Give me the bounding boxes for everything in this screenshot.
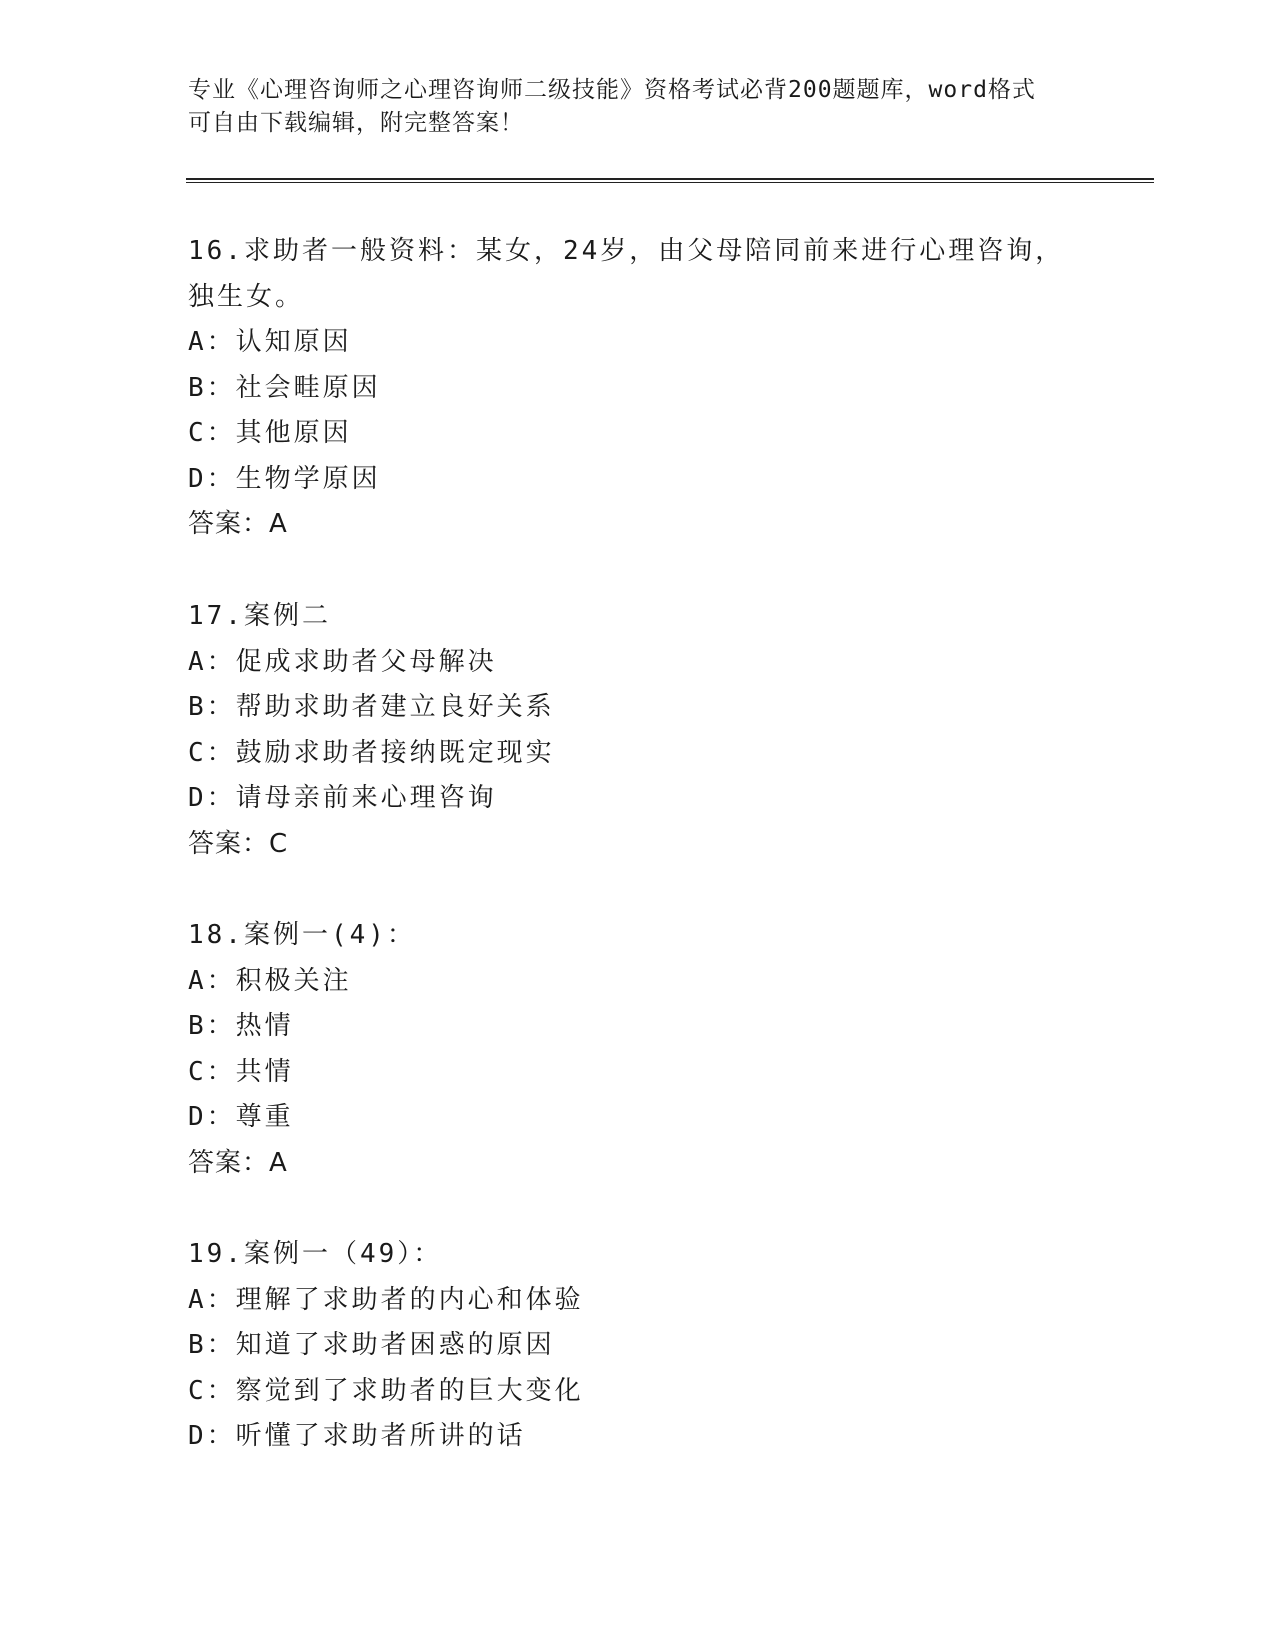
- question-17: [188, 594, 1088, 867]
- answer-label: 答案：A: [188, 509, 288, 539]
- option-a: A：促成求助者父母解决: [188, 646, 497, 677]
- option-a: A：积极关注: [188, 965, 352, 996]
- question-stem: 18.案例一(4)：: [188, 920, 416, 950]
- question-19: [188, 1232, 1088, 1460]
- option-c: C：察觉到了求助者的巨大变化: [188, 1375, 584, 1406]
- question-stem: 16.求助者一般资料：某女，24岁，由父母陪同前来进行心理咨询，独生女。: [188, 236, 1065, 312]
- option-b: B：知道了求助者困惑的原因: [188, 1330, 555, 1360]
- header-line-2: 可自由下载编辑，附完整答案！: [188, 110, 524, 136]
- header-line-1: 专业《心理咨询师之心理咨询师二级技能》资格考试必背200题题库，word格式: [188, 77, 1036, 103]
- option-a: A：认知原因: [188, 327, 352, 357]
- option-b: B：帮助求助者建立良好关系: [188, 692, 555, 722]
- header-divider: [186, 178, 1154, 183]
- option-c: C：鼓励求助者接纳既定现实: [188, 737, 555, 768]
- option-a: A：理解了求助者的内心和体验: [188, 1284, 584, 1315]
- question-16: [188, 229, 1088, 548]
- option-b: B：社会畦原因: [188, 372, 381, 403]
- answer-label: 答案：C: [188, 828, 289, 859]
- answer-label: 答案：A: [188, 1147, 288, 1178]
- option-c: C：其他原因: [188, 418, 352, 448]
- question-18: [188, 913, 1088, 1186]
- option-d: D：生物学原因: [188, 463, 381, 494]
- question-stem: 19.案例一（49）：: [188, 1239, 443, 1269]
- option-c: C：共情: [188, 1056, 294, 1087]
- option-b: B：热情: [188, 1011, 294, 1041]
- document-header: [188, 74, 1088, 140]
- option-d: D：请母亲前来心理咨询: [188, 783, 497, 813]
- option-d: D：听懂了求助者所讲的话: [188, 1421, 526, 1451]
- question-stem: 17.案例二: [188, 601, 331, 631]
- option-d: D：尊重: [188, 1102, 294, 1132]
